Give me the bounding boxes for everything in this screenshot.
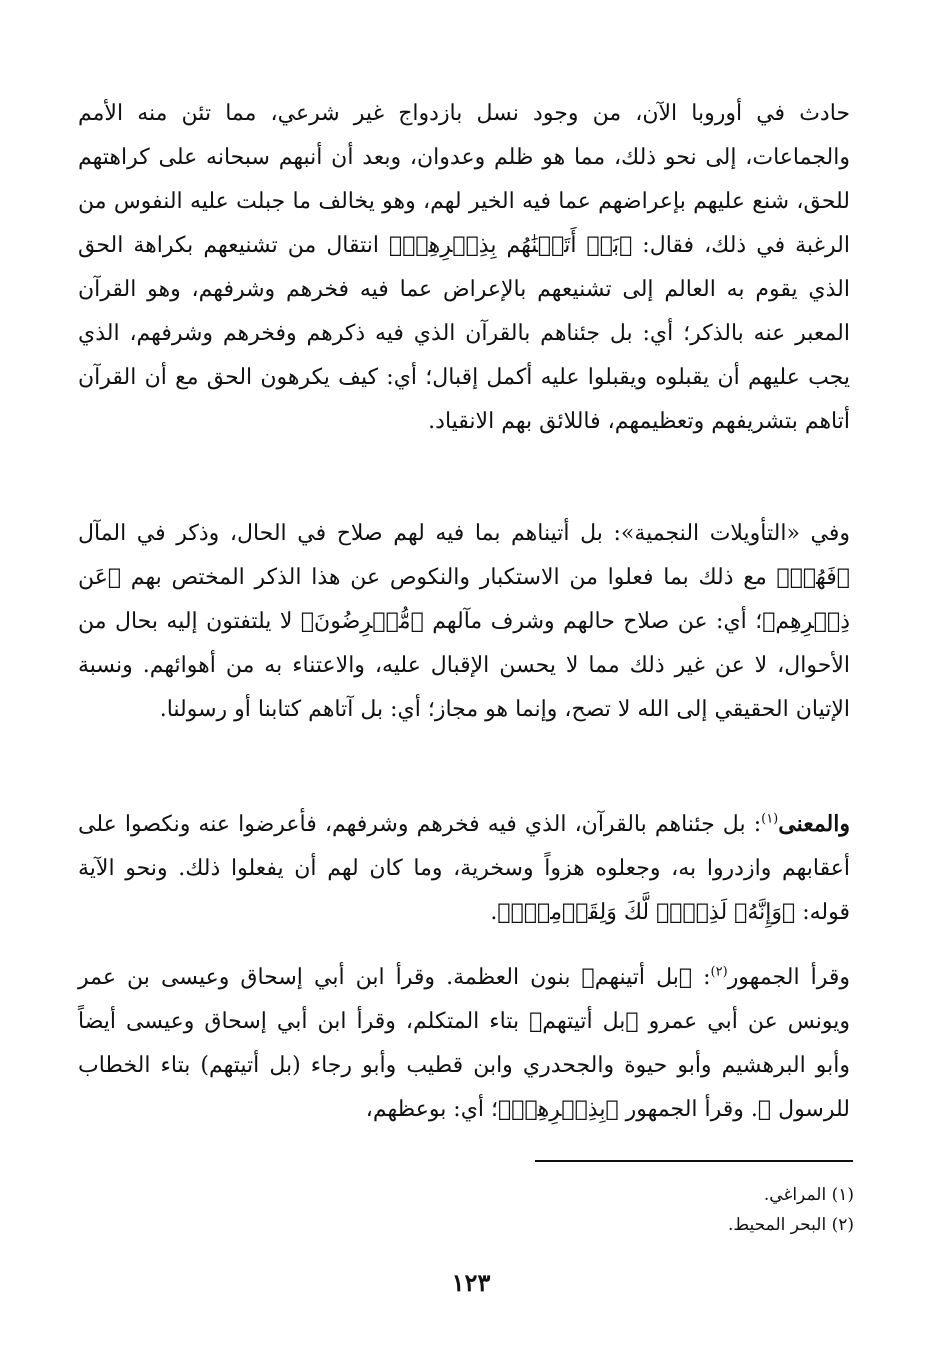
footnote-divider [535, 1160, 853, 1162]
paragraph-2: وفي «التأويلات النجمية»: بل أتيناهم بما فيه لهم صلاح في الحال، وذكر في المآل ﴿فَهُمۡ﴾ مع ذلك بما فعلوا من الاستكبار والنكوص عن هذا الذكر المختص بهم ﴿عَن ذِكۡرِهِم﴾؛ أي: عن صلاح حالهم وشرف مآلهم ﴿مُّعۡرِضُونَ﴾ لا يلتفتون إليه بحال من الأحوال، لا عن غير ذلك مما لا يحسن الإقبال عليه، والاعتناء به من أهوائهم. ونسبة الإتيان الحقيقي إلى الله لا تصح، وإنما هو مجاز؛ أي: بل آتاهم كتابنا أو رسولنا. [78, 521, 850, 722]
footnote-2: (٢) البحر المحيط. [728, 1215, 854, 1235]
footnote-ref-2: (٢) [710, 964, 728, 980]
paragraph-3-text: : بل جئناهم بالقرآن، الذي فيه فخرهم وشرفهم، فأعرضوا عنه ونكصوا على أعقابهم وازدروا به، وجعلوه هزواً وسخرية، وما كان لهم أن يفعلوا ذلك. ونحو الآية قوله: ﴿وَإِنَّهُۥ لَذِكۡرٞ لَّكَ وَلِقَوۡمِكَۖ﴾. [78, 812, 850, 925]
paragraph-4-lead: وقرأ الجمهور [727, 965, 851, 990]
page-number: ١٢٣ [451, 1268, 491, 1297]
paragraph-4 [78, 956, 850, 1132]
paragraph-4-text: : ﴿بل أتينهم﴾ بنون العظمة. وقرأ ابن أبي إسحاق وعيسى بن عمر ويونس عن أبي عمرو ﴿بل أتيتهم﴾ بتاء المتكلم، وقرأ ابن أبي إسحاق وعيسى أيضاً وأبو البرهشيم وأبو حيوة والجحدري وابن قطيب وأبو رجاء (بل أتيتهم) بتاء الخطاب للرسول ﷺ. وقرأ الجمهور ﴿بِذِكۡرِهِمۡ﴾؛ أي: بوعظهم، [78, 965, 850, 1122]
footnotes [728, 1180, 854, 1240]
paragraph-1: حادث في أوروبا الآن، من وجود نسل بازدواج غير شرعي، مما تئن منه الأمم والجماعات، إلى نحو ذلك، مما هو ظلم وعدوان، وبعد أن أنبهم سبحانه على كراهتهم للحق، شنع عليهم بإعراضهم عما فيه الخير لهم، وهو يخالف ما جبلت عليه النفوس من الرغبة في ذلك، فقال: ﴿بَلۡ أَتَيۡنَٰهُم بِذِكۡرِهِمۡ﴾ انتقال من تشنيعهم بكراهة الحق الذي يقوم به العالم إلى تشنيعهم بالإعراض عما فيه فخرهم وشرفهم، وهو القرآن المعبر عنه بالذكر؛ أي: بل جئناهم بالقرآن الذي فيه ذكرهم وفخرهم وشرفهم، الذي يجب عليهم أن يقبلوه ويقبلوا عليه أكمل إقبال؛ أي: كيف يكرهون الحق مع أن القرآن أتاهم بتشريفهم وتعظيمهم، فاللائق بهم الانقياد. [78, 101, 851, 434]
paragraph-3-lead: والمعنى [778, 811, 850, 837]
footnote-ref-1: (١) [761, 811, 779, 827]
footnote-1: (١) المراغي. [763, 1185, 854, 1205]
paragraph-3 [78, 802, 850, 935]
